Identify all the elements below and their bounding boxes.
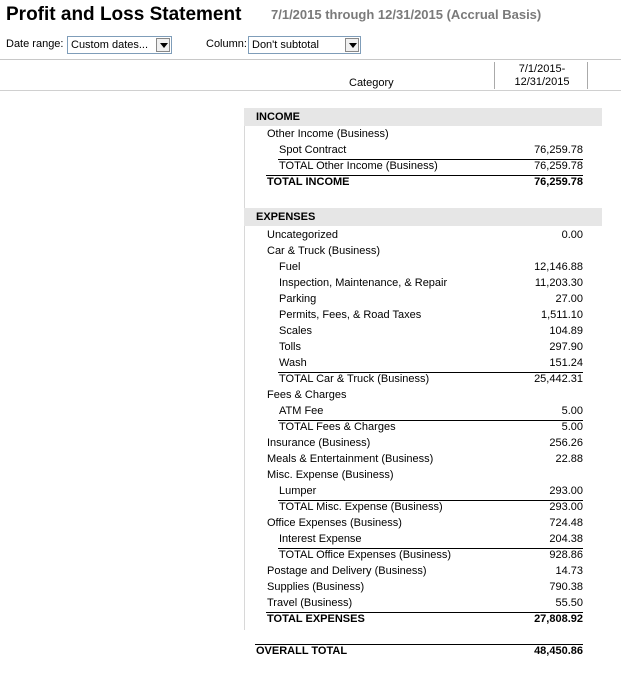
list-item[interactable]: TOTAL Office Expenses (Business) 928.86 [279,549,583,561]
list-item[interactable]: Permits, Fees, & Road Taxes 1,511.10 [279,309,583,321]
overall-total-row[interactable]: OVERALL TOTAL 48,450.86 [256,645,583,657]
list-item[interactable]: TOTAL Fees & Charges 5.00 [279,421,583,433]
expenses-section-header [244,208,602,226]
list-item[interactable]: Wash 151.24 [279,357,583,369]
column-value: Don't subtotal [252,39,319,51]
column-divider[interactable] [587,62,588,89]
income-total-row[interactable]: TOTAL INCOME 76,259.78 [267,176,583,188]
date-range-dropdown[interactable] [67,36,172,54]
period-line-1: 7/1/2015- [518,63,566,75]
list-item[interactable]: Car & Truck (Business) [267,245,381,257]
income-section-header [244,108,602,126]
list-item[interactable]: Office Expenses (Business) 724.48 [267,517,583,529]
chevron-down-icon[interactable] [156,38,170,52]
period-line-2: 12/31/2015 [514,76,570,88]
list-item[interactable]: Postage and Delivery (Business) 14.73 [267,565,583,577]
list-item[interactable]: Parking 27.00 [279,293,583,305]
income-heading: INCOME [256,111,300,123]
column-divider[interactable] [494,62,495,89]
list-item[interactable]: Other Income (Business) [267,128,389,140]
list-item[interactable]: Fees & Charges [267,389,347,401]
list-item[interactable]: ATM Fee 5.00 [279,405,583,417]
list-item[interactable]: Tolls 297.90 [279,341,583,353]
list-item[interactable]: Fuel 12,146.88 [279,261,583,273]
list-item[interactable]: Spot Contract 76,259.78 [279,144,583,156]
list-item[interactable]: TOTAL Misc. Expense (Business) 293.00 [279,501,583,513]
report-header [0,0,621,32]
list-item[interactable]: Insurance (Business) 256.26 [267,437,583,449]
list-item[interactable]: Lumper 293.00 [279,485,583,497]
page-title: Profit and Loss Statement [6,4,242,25]
list-item[interactable]: TOTAL Other Income (Business) 76,259.78 [279,160,583,172]
report-period-subtitle: 7/1/2015 through 12/31/2015 (Accrual Basis) [271,7,542,22]
list-item[interactable]: TOTAL Car & Truck (Business) 25,442.31 [279,373,583,385]
column-dropdown[interactable] [248,36,361,54]
report-toolbar [0,32,621,60]
list-item[interactable]: Interest Expense 204.38 [279,533,583,545]
date-range-label: Date range: [6,38,64,50]
list-item[interactable]: Travel (Business) 55.50 [267,597,583,609]
category-column-header[interactable]: Category [349,77,394,89]
column-header-row [0,60,621,91]
expenses-heading: EXPENSES [256,211,316,223]
column-label: Column: [206,38,247,50]
expenses-total-row[interactable]: TOTAL EXPENSES 27,808.92 [267,613,583,625]
list-item[interactable]: Misc. Expense (Business) [267,469,394,481]
list-item[interactable]: Supplies (Business) 790.38 [267,581,583,593]
list-item[interactable]: Scales 104.89 [279,325,583,337]
period-column-header[interactable] [497,63,587,89]
list-item[interactable]: Meals & Entertainment (Business) 22.88 [267,453,583,465]
list-item[interactable]: Uncategorized 0.00 [267,229,583,241]
chevron-down-icon[interactable] [345,38,359,52]
date-range-value: Custom dates... [71,39,149,51]
list-item[interactable]: Inspection, Maintenance, & Repair 11,203.30 [279,277,583,289]
